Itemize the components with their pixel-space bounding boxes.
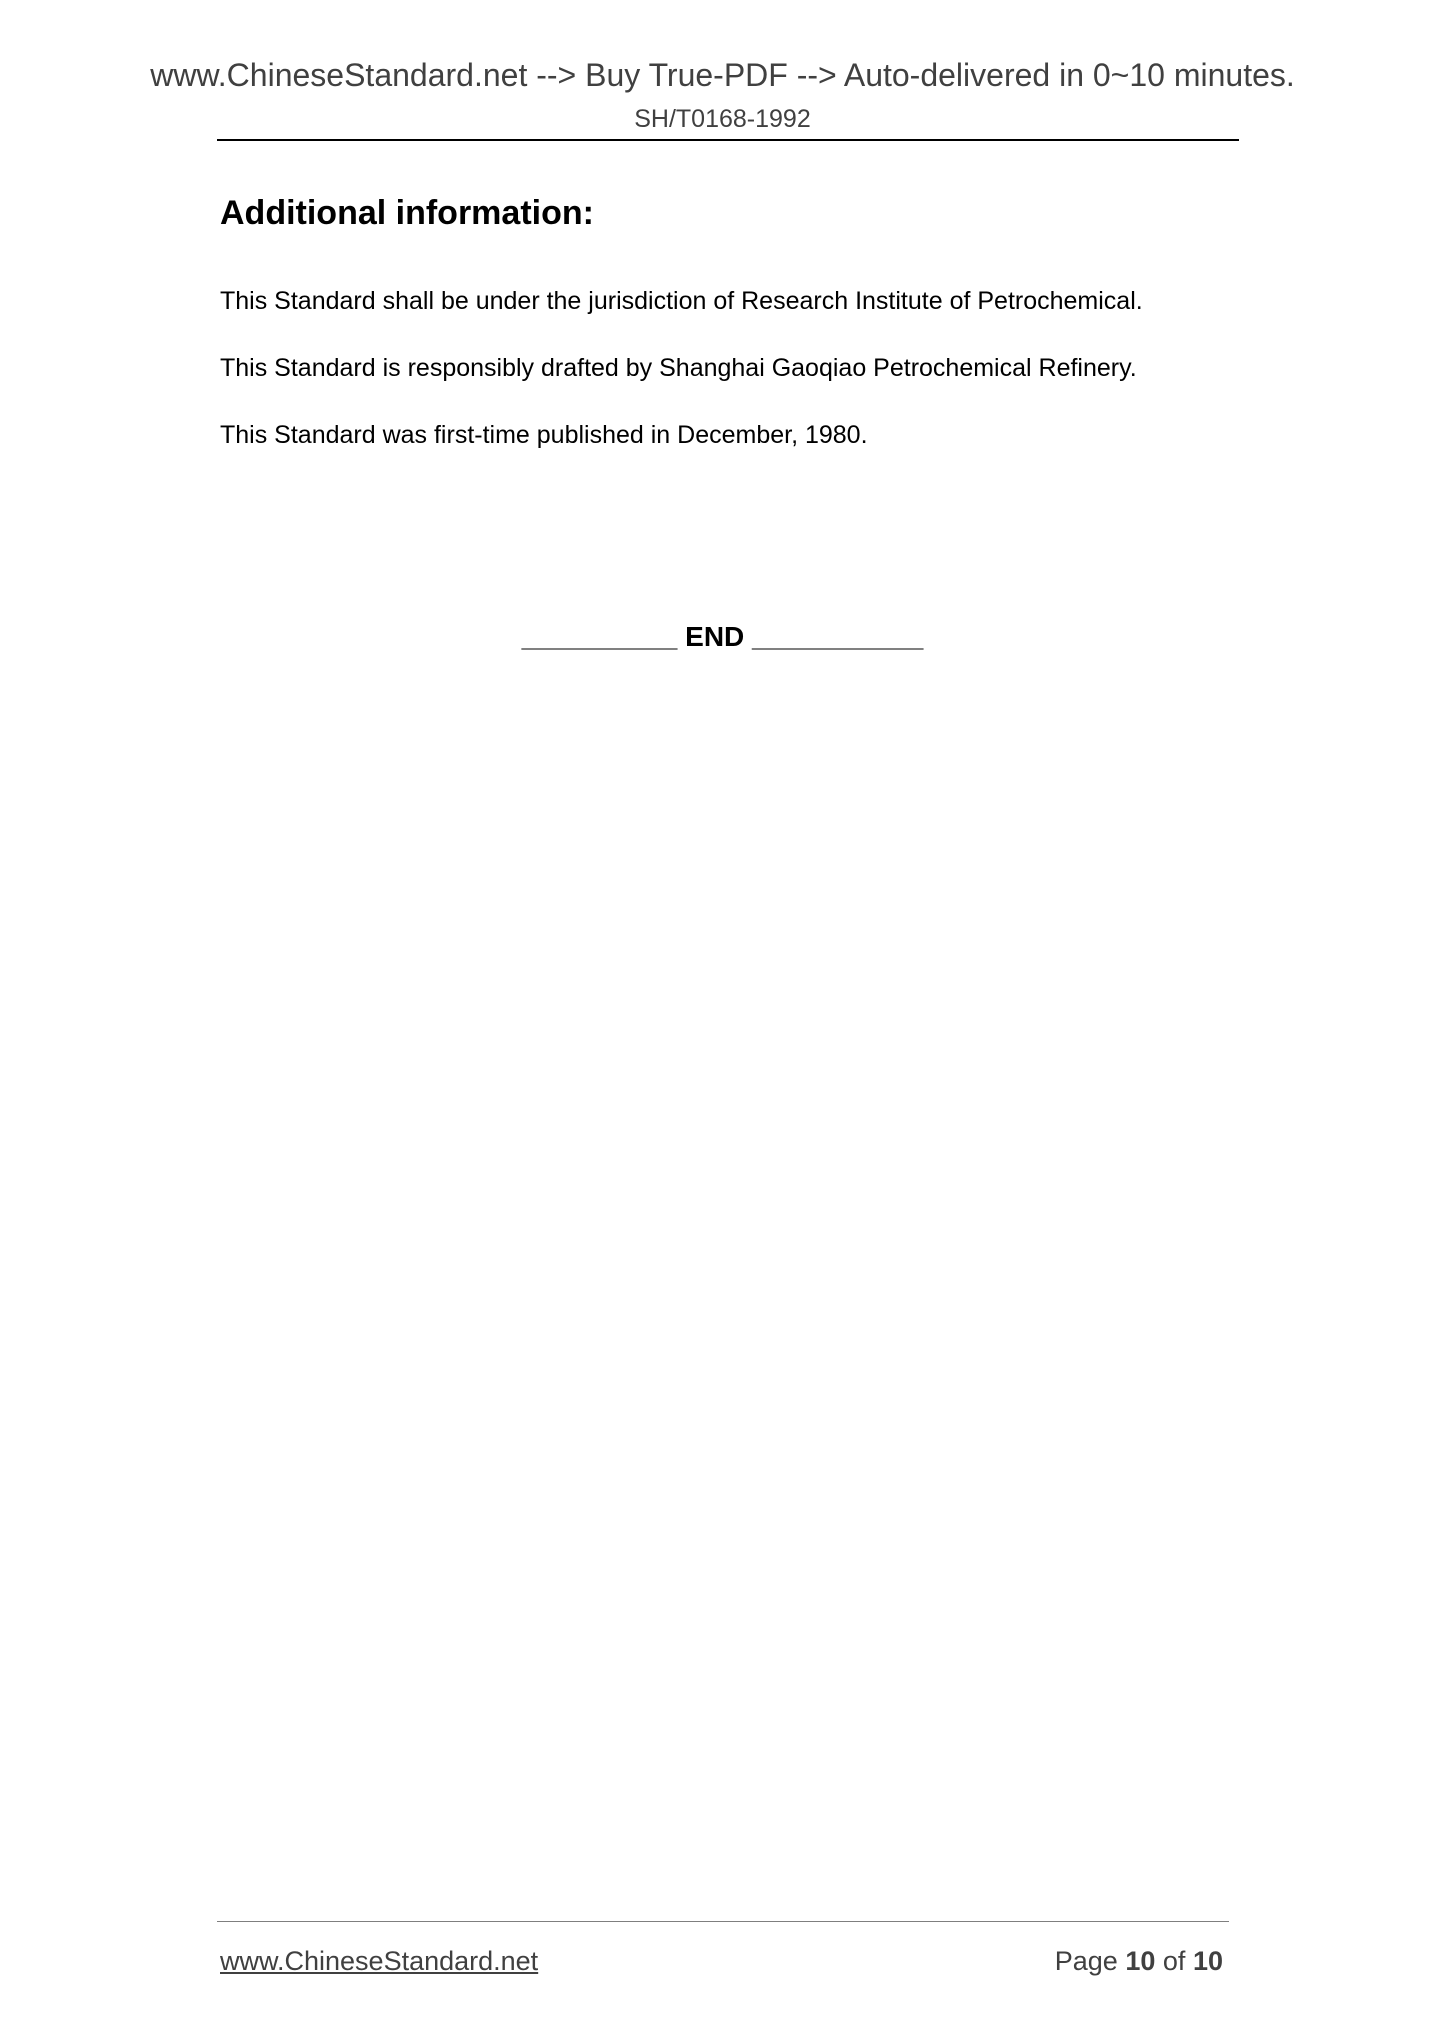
current-page: 10 [1125, 1946, 1156, 1976]
paragraph-first-published: This Standard was first-time published in December, 1980. [220, 421, 868, 449]
of-word: of [1162, 1946, 1186, 1976]
page-word: Page [1054, 1946, 1118, 1976]
promo-banner: www.ChineseStandard.net --> Buy True-PDF --> Auto-delivered in 0~10 minutes. [150, 57, 1295, 93]
header-divider [217, 139, 1239, 141]
total-pages: 10 [1192, 1946, 1223, 1976]
page-number [1055, 1945, 1223, 1977]
paragraph-jurisdiction: This Standard shall be under the jurisdiction of Research Institute of Petrochemical. [220, 287, 1143, 315]
footer-site-link[interactable]: www.ChineseStandard.net [220, 1946, 539, 1976]
end-marker: __________ END ___________ [521, 621, 924, 652]
standard-code: SH/T0168-1992 [634, 105, 811, 133]
paragraph-drafted-by: This Standard is responsibly drafted by Shanghai Gaoqiao Petrochemical Refinery. [220, 354, 1137, 382]
section-heading: Additional information: [220, 194, 594, 232]
footer-divider [217, 1921, 1229, 1922]
